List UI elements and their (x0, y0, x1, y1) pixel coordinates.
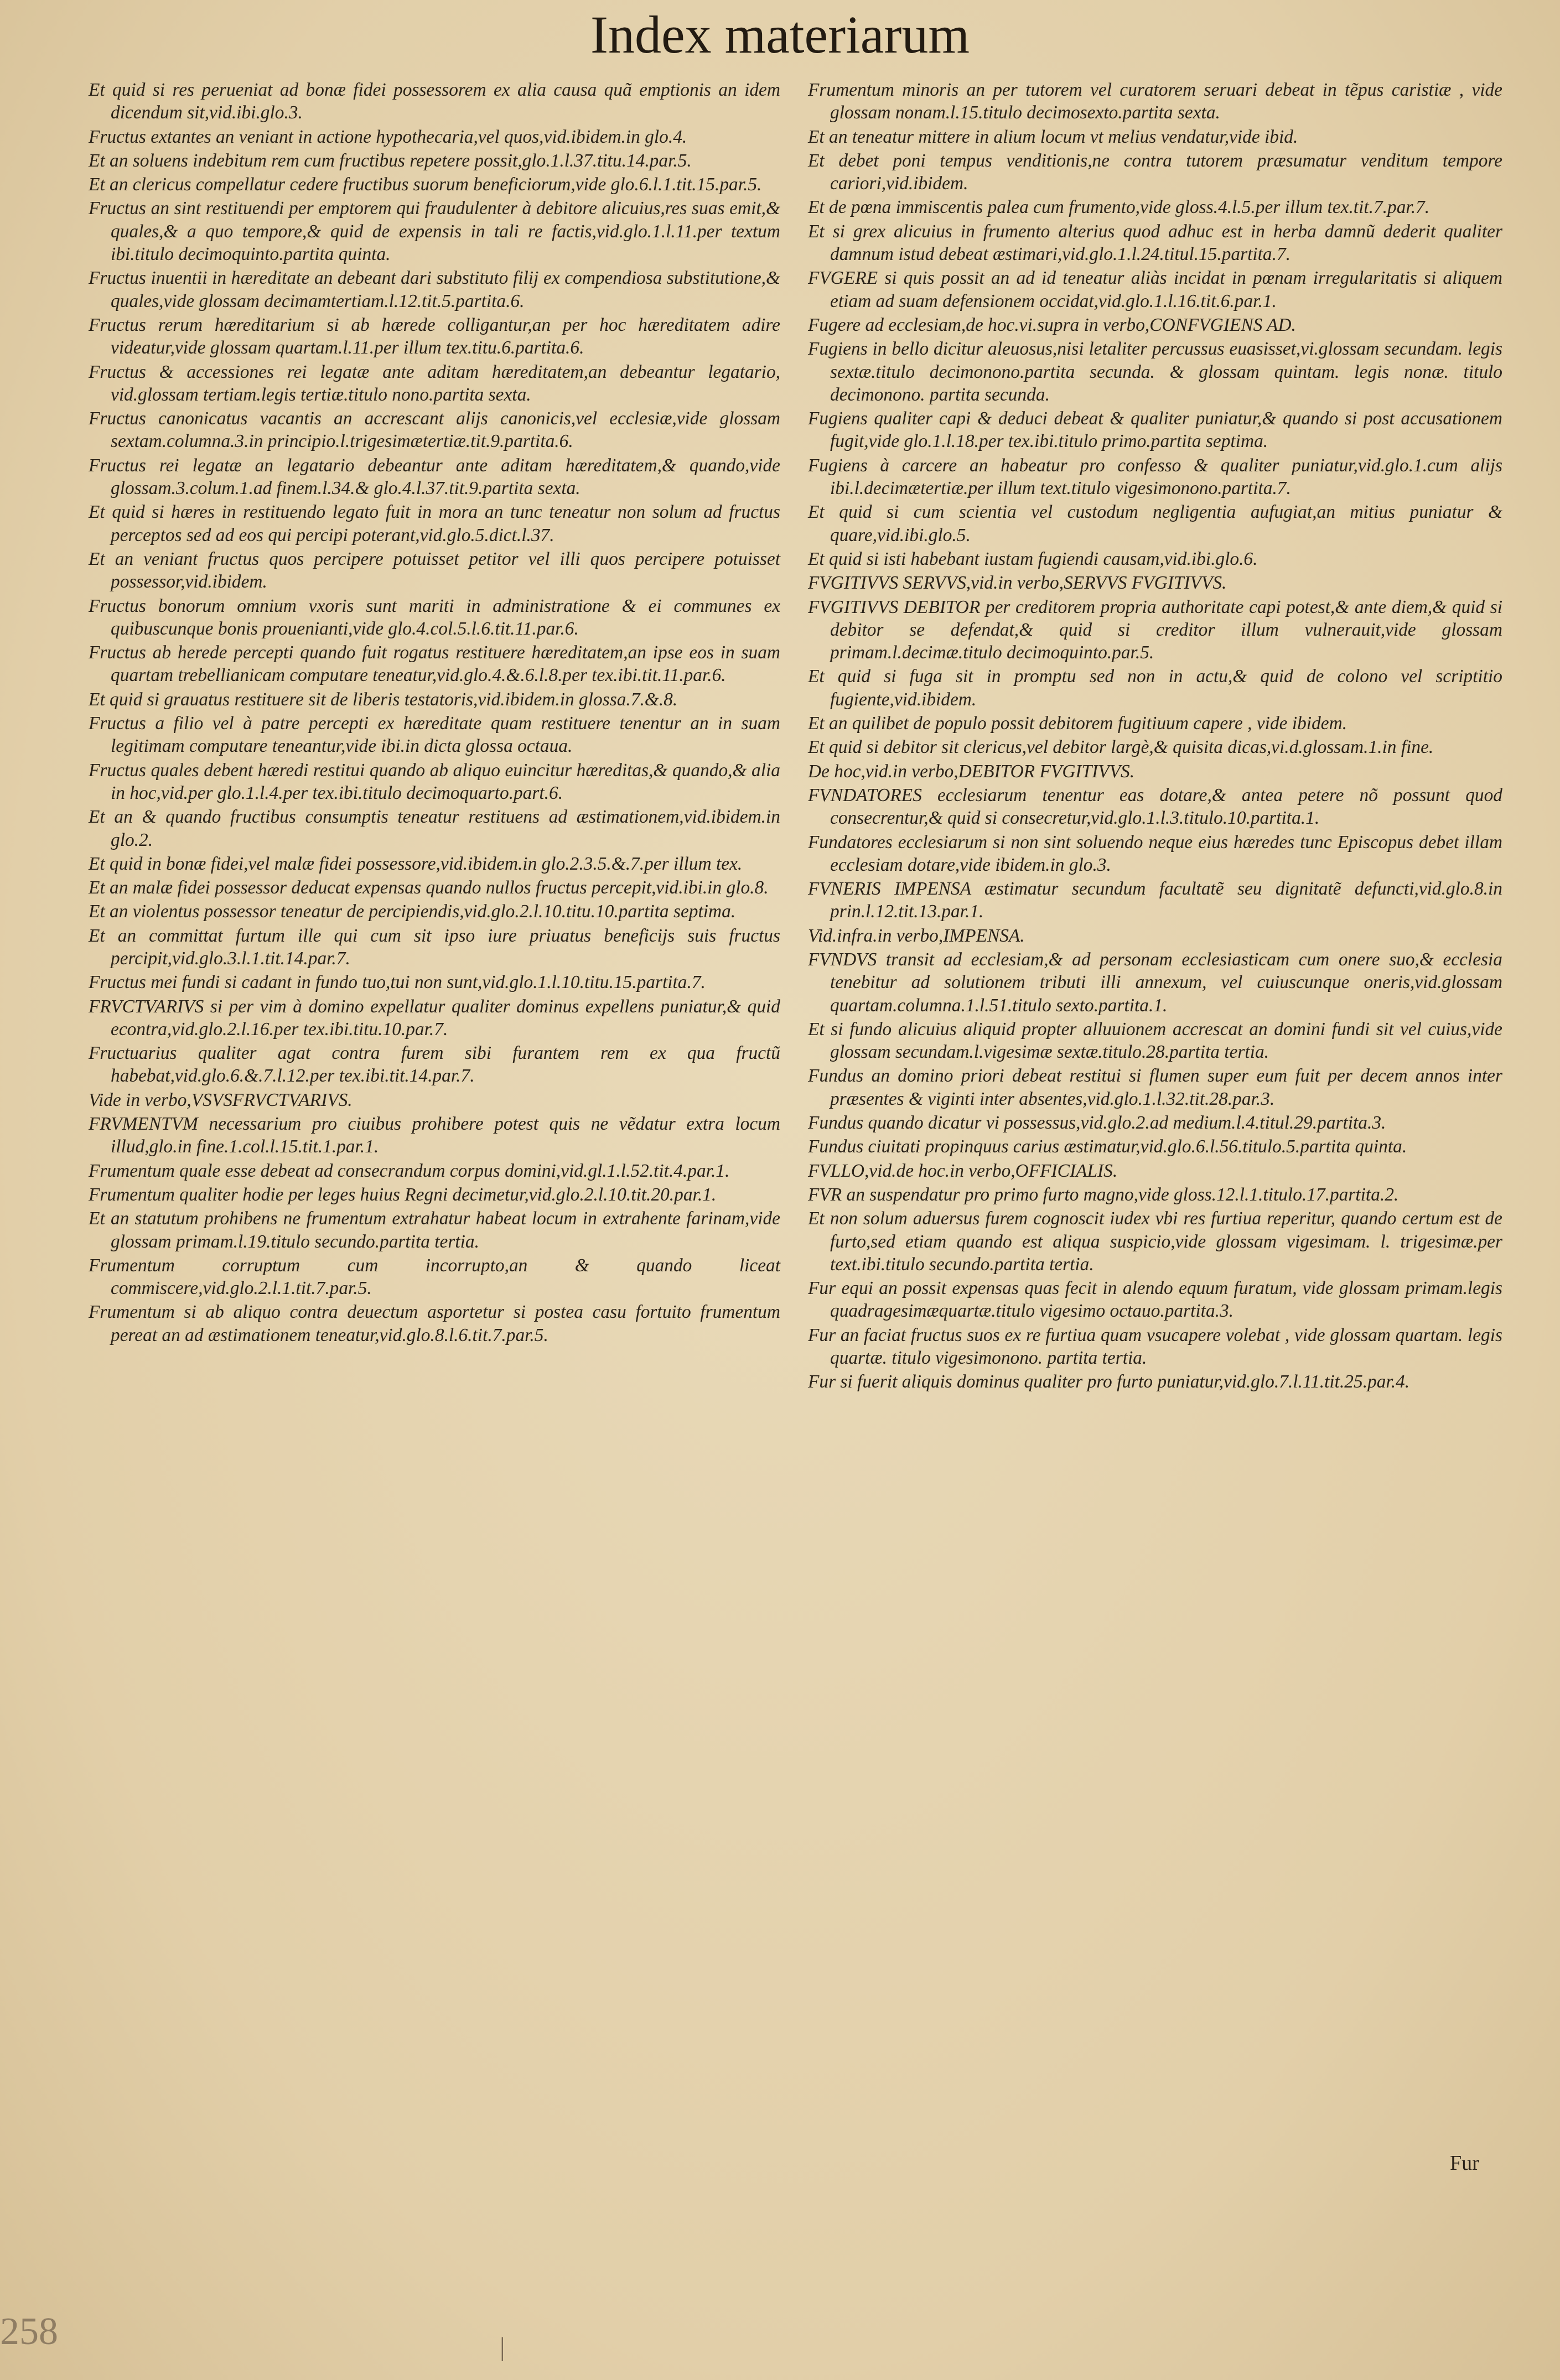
index-entry: Frumentum minoris an per tutorem vel curatorem seruari debeat in tẽpus caristiæ , vide glossam nonam.l.15.titulo decimosexto.partita sexta. (808, 80, 1502, 123)
index-entry: Et an soluens indebitum rem cum fructibus repetere possit,glo.1.l.37.titu.14.par.5. (89, 150, 692, 171)
index-entry: Frumentum quale esse debeat ad consecrandum corpus domini,vid.gl.1.l.52.tit.4.par.1. (89, 1160, 730, 1181)
index-entry: Fructus a filio vel à patre percepti ex hæreditate quam restituere tenentur an in suam legitimam computare teneantur,vide ibi.in dicta glossa octaua. (89, 713, 780, 757)
index-entry: Fugiens qualiter capi & deduci debeat & qualiter puniatur,& quando si post accusationem fugit,vide glo.1.l.18.per tex.ibi.titulo primo.partita septima. (808, 408, 1502, 452)
index-entry: Vid.infra.in verbo,IMPENSA. (808, 925, 1025, 946)
index-entry: Fur equi an possit expensas quas fecit in alendo equum furatum, vide glossam primam.legis quadragesimæquartæ.titulo vigesimo octauo.partita.3. (808, 1278, 1502, 1322)
folio-note: 258 (0, 2310, 58, 2353)
index-entry: Fructuarius qualiter agat contra furem sibi furantem rem ex qua fructũ habebat,vid.glo.6.&.7.l.12.per tex.ibi.tit.14.par.7. (89, 1043, 780, 1087)
right-column (808, 79, 1502, 1395)
index-entry: Fugere ad ecclesiam,de hoc.vi.supra in verbo,CONFVGIENS AD. (808, 314, 1296, 335)
index-entry: Et quid in bonæ fidei,vel malæ fidei possessore,vid.ibidem.in glo.2.3.5.&.7.per illum tex. (89, 853, 743, 874)
index-entry: Vide in verbo,VSVSFRVCTVARIVS. (89, 1089, 353, 1110)
index-entry: FRVCTVARIVS si per vim à domino expellatur qualiter dominus expellens puniatur,& quid econtra,vid.glo.2.l.16.per tex.ibi.titu.10.par.7. (89, 996, 780, 1040)
index-entry: Fundus ciuitati propinquus carius æstimatur,vid.glo.6.l.56.titulo.5.partita quinta. (808, 1136, 1407, 1157)
index-entry: Frumentum si ab aliquo contra deuectum asportetur si postea casu fortuito frumentum pereat an ad æstimationem teneatur,vid.glo.8.l.6.tit.7.par.5. (89, 1302, 780, 1345)
index-entry: Et quid si cum scientia vel custodum negligentia aufugiat,an mitius puniatur & quare,vid.ibi.glo.5. (808, 502, 1502, 545)
index-entry: Fructus quales debent hæredi restitui quando ab aliquo euincitur hæreditas,& quando,& alia in hoc,vid.per glo.1.l.4.per tex.ibi.titulo decimoquarto.part.6. (89, 760, 780, 803)
index-entry: FVR an suspendatur pro primo furto magno,vide gloss.12.l.1.titulo.17.partita.2. (808, 1184, 1399, 1205)
index-entry: Et an violentus possessor teneatur de percipiendis,vid.glo.2.l.10.titu.10.partita septima. (89, 901, 736, 922)
index-entry: Et si fundo alicuius aliquid propter alluuionem accrescat an domini fundi sit vel cuius,vide glossam secundam.l.vigesimæ sextæ.titulo.28.partita tertia. (808, 1018, 1502, 1063)
index-entry: FVNERIS IMPENSA æstimatur secundum facultatẽ seu dignitatẽ defuncti,vid.glo.8.in prin.l.12.tit.13.par.1. (808, 879, 1502, 922)
index-entry: FVLLO,vid.de hoc.in verbo,OFFICIALIS. (808, 1160, 1118, 1181)
index-entry: Fundus quando dicatur vi possessus,vid.glo.2.ad medium.l.4.titul.29.partita.3. (808, 1113, 1386, 1134)
index-entry: Et quid si hæres in restituendo legato fuit in mora an tunc teneatur non solum ad fructus perceptos sed ad eos qui percipi poterant,vid.glo.5.dict.l.37. (89, 502, 780, 545)
index-entry: Et an clericus compellatur cedere fructibus suorum beneficiorum,vide glo.6.l.1.tit.15.par.5. (89, 174, 762, 195)
index-entry: Et an malæ fidei possessor deducat expensas quando nullos fructus percepit,vid.ibi.in glo.8. (89, 877, 769, 898)
index-entry: Fructus mei fundi si cadant in fundo tuo,tui non sunt,vid.glo.1.l.10.titu.15.partita.7. (89, 972, 706, 993)
index-entry: Fructus an sint restituendi per emptorem qui fraudulenter à debitore alicuius,res suas emit,& quales,& a quo tempore,& quid de expensis in tali re factis,vid.glo.1.l.11.per textum ibi.titulo decimoquinto.partita quinta. (89, 198, 780, 265)
index-entry: Et an teneatur mittere in alium locum vt melius vendatur,vide ibid. (808, 126, 1298, 147)
index-entry: FVGITIVVS DEBITOR per creditorem propria authoritate capi potest,& ante diem,& quid si debitor se defendat,& quid si creditor illum vulnerauit,vide glossam primam.l.decimæ.titulo decimoquinto.par.5. (808, 596, 1502, 663)
index-entry: FVGERE si quis possit an ad id teneatur aliàs incidat in pœnam irregularitatis si aliquem etiam ad suam defensionem occidat,vid.glo.1.l.16.tit.6.par.1. (808, 268, 1502, 311)
margin-mark: | (500, 2332, 505, 2362)
index-entry: De hoc,vid.in verbo,DEBITOR FVGITIVVS. (808, 761, 1135, 782)
index-entry: Fundatores ecclesiarum si non sint soluendo neque eius hæredes tunc Episcopus debet illam ecclesiam dotare,vide ibidem.in glo.3. (808, 832, 1502, 875)
index-entry: Fructus rerum hæreditarium si ab hærede colligantur,an per hoc hæreditatem adire videatur,vide glossam quartam.l.11.per illum tex.titu.6.partita.6. (89, 314, 780, 358)
index-entry: Et quid si debitor sit clericus,vel debitor largè,& quisita dicas,vi.d.glossam.1.in fine. (808, 737, 1434, 758)
index-entry: Fur an faciat fructus suos ex re furtiua quam vsucapere volebat , vide glossam quartam. legis quartæ. titulo vigesimonono. partita tertia. (808, 1324, 1502, 1369)
index-entry: Fructus inuentii in hæreditate an debeant dari substituto filij ex compendiosa substitutione,& quales,vide glossam decimamtertiam.l.12.tit.5.partita.6. (89, 268, 780, 311)
index-entry: Frumentum qualiter hodie per leges huius Regni decimetur,vid.glo.2.l.10.tit.20.par.1. (89, 1184, 717, 1205)
index-entry: Et quid si grauatus restituere sit de liberis testatoris,vid.ibidem.in glossa.7.&.8. (89, 689, 678, 710)
index-entry: Et an committat furtum ille qui cum sit ipso iure priuatus beneficijs suis fructus percipit,vid.glo.3.l.1.tit.14.par.7. (89, 925, 780, 969)
index-entry: Et si grex alicuius in frumento alterius quod adhuc est in herba damnũ dederit qualiter damnum istud debeat æstimari,vid.glo.1.l.24.titul.15.partita.7. (808, 221, 1502, 265)
index-entry: FRVMENTVM necessarium pro ciuibus prohibere potest quis ne vẽdatur extra locum illud,glo.in fine.1.col.l.15.tit.1.par.1. (89, 1114, 780, 1157)
index-entry: Fructus bonorum omnium vxoris sunt mariti in administratione & ei communes ex quibuscunque bonis prouenianti,vide glo.4.col.5.l.6.tit.11.par.6. (89, 595, 780, 639)
index-entry: Frumentum corruptum cum incorrupto,an & quando liceat commiscere,vid.glo.2.l.1.tit.7.par.5. (89, 1255, 780, 1299)
index-entry: Et an & quando fructibus consumptis teneatur restituens ad æstimationem,vid.ibidem.in glo.2. (89, 807, 780, 850)
index-entry: Fructus extantes an veniant in actione hypothecaria,vel quos,vid.ibidem.in glo.4. (89, 126, 687, 147)
index-entry: Et quid si fuga sit in promptu sed non in actu,& quid de colono vel scriptitio fugiente,vid.ibidem. (808, 666, 1502, 710)
index-entry: Et de pœna immiscentis palea cum frumento,vide gloss.4.l.5.per illum tex.tit.7.par.7. (808, 197, 1430, 218)
index-entry: Fur si fuerit aliquis dominus qualiter pro furto puniatur,vid.glo.7.l.11.tit.25.par.4. (808, 1371, 1410, 1392)
index-entry: FVGITIVVS SERVVS,vid.in verbo,SERVVS FVGITIVVS. (808, 573, 1227, 594)
index-entry: Fructus & accessiones rei legatæ ante aditam hæreditatem,an debeantur legatario, vid.glossam tertiam.legis tertiæ.titulo nono.partita sexta. (89, 361, 780, 405)
index-entry: Et quid si res perueniat ad bonæ fidei possessorem ex alia causa quã emptionis an idem dicendum sit,vid.ibi.glo.3. (89, 80, 780, 123)
index-entry: Et an statutum prohibens ne frumentum extrahatur habeat locum in extrahente farinam,vide glossam primam.l.19.titulo secundo.partita tertia. (89, 1208, 780, 1252)
index-entry: FVNDVS transit ad ecclesiam,& ad personam ecclesiasticam cum onere suo,& ecclesia tenebitur ad solutionem tributi illi annexum, vel cuiuscunque oneris,vid.glossam quartam.columna.1.l.51.titulo sexto.partita.1. (808, 949, 1502, 1016)
index-entry: Et an veniant fructus quos percipere potuisset petitor vel illi quos percipere potuisset possessor,vid.ibidem. (89, 548, 780, 593)
index-entry: Fundus an domino priori debeat restitui si flumen super eum fuit per decem annos inter præsentes & viginti inter absentes,vid.glo.1.l.32.tit.28.par.3. (808, 1066, 1502, 1109)
page-title: Index materiarum (590, 5, 970, 64)
index-entry: Et an quilibet de populo possit debitorem fugitiuum capere , vide ibidem. (808, 713, 1347, 734)
index-entry: Et debet poni tempus venditionis,ne contra tutorem præsumatur venditum tempore cariori,vid.ibidem. (808, 150, 1502, 194)
index-entry: Fugiens à carcere an habeatur pro confesso & qualiter puniatur,vid.glo.1.cum alijs ibi.l.decimætertiæ.per illum text.titulo vigesimonono.partita.7. (808, 455, 1502, 499)
index-entry: Fugiens in bello dicitur aleuosus,nisi letaliter percussus euasisset,vi.glossam secundam. legis sextæ.titulo decimonono.partita secunda. & glossam quintam. legis nonæ. titulo decimonono. partita secunda. (808, 339, 1502, 405)
index-entry: Fructus ab herede percepti quando fuit rogatus restituere hæreditatem,an ipse eos in suam quartam trebellianicam computare teneatur,vid.glo.4.&.6.l.8.per tex.ibi.tit.11.par.6. (89, 642, 780, 686)
index-entry: Et quid si isti habebant iustam fugiendi causam,vid.ibi.glo.6. (808, 548, 1258, 569)
index-entry: Et non solum aduersus furem cognoscit iudex vbi res furtiua reperitur, quando certum est de furto,sed etiam quando est aliqua suspicio,vide glossam vigesimam. l. trigesimæ.per text.ibi.titulo secundo.partita tertia. (808, 1208, 1502, 1275)
catchword: Fur (1450, 2152, 1479, 2175)
index-entry: Fructus canonicatus vacantis an accrescant alijs canonicis,vel ecclesiæ,vide glossam sextam.columna.3.in principio.l.trigesimætertiæ.tit.9.partita.6. (89, 408, 780, 452)
index-entry: Fructus rei legatæ an legatario debeantur ante aditam hæreditatem,& quando,vide glossam.3.colum.1.ad finem.l.34.& glo.4.l.37.tit.9.partita sexta. (89, 455, 780, 499)
index-entry: FVNDATORES ecclesiarum tenentur eas dotare,& antea petere nõ possunt quod consecrentur,& quid si consecretur,vid.glo.1.l.3.titulo.10.partita.1. (808, 784, 1502, 829)
left-column (89, 79, 780, 1348)
